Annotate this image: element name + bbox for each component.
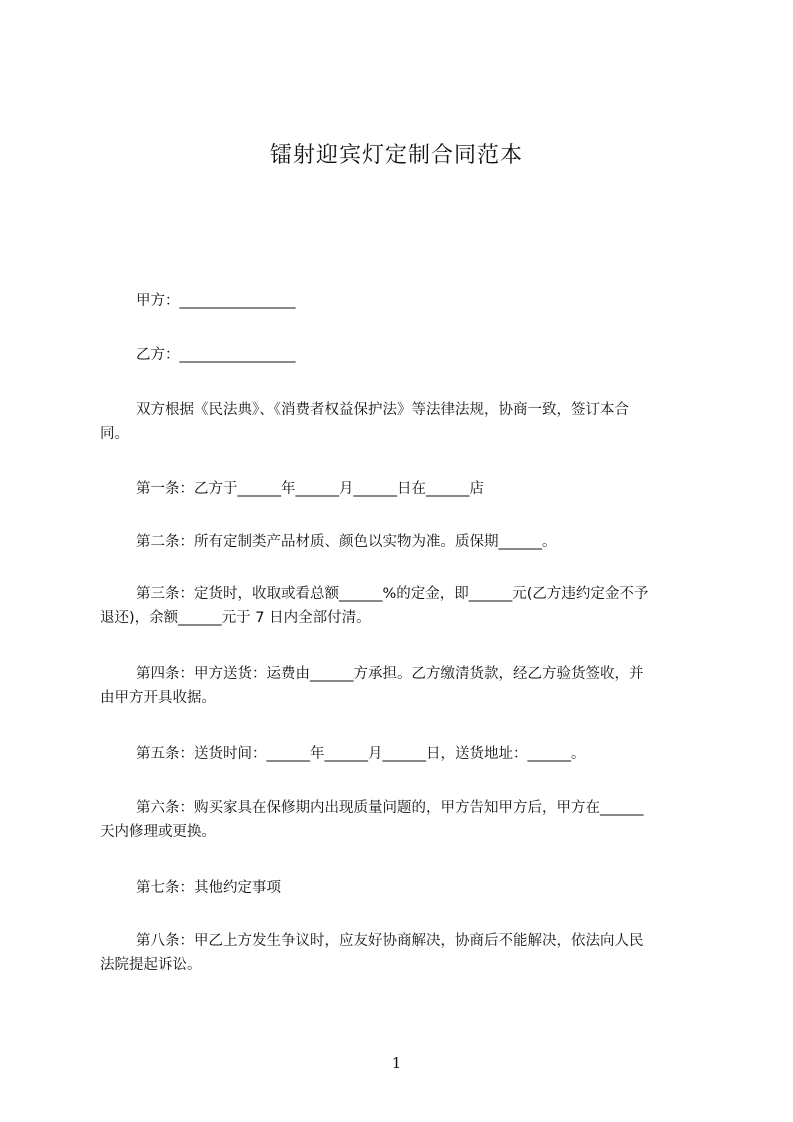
- preamble-line-2: 同。: [100, 426, 129, 442]
- preamble-paragraph: [100, 398, 704, 446]
- document-title: 镭射迎宾灯定制合同范本: [269, 143, 523, 168]
- article-3-line-1: 第三条：定货时，收取或看总额______%的定金，即______元(乙方违约定金不予: [136, 586, 649, 602]
- article-1: [100, 477, 704, 501]
- article-5-line-1: 第五条：送货时间：______年______月______日，送货地址：______。: [136, 746, 586, 762]
- article-6: [100, 796, 704, 844]
- article-8-line-2: 法院提起诉讼。: [100, 957, 202, 973]
- page-number: 1: [391, 1054, 402, 1072]
- article-3: [100, 582, 704, 630]
- article-7-line-1: 第七条：其他约定事项: [136, 880, 281, 896]
- article-6-line-1: 第六条：购买家具在保修期内出现质量问题的，甲方告知甲方后，甲方在______: [136, 800, 644, 816]
- preamble-line-1: 双方根据《民法典》、《消费者权益保护法》等法律法规，协商一致，签订本合: [136, 402, 629, 418]
- article-8: [100, 929, 704, 977]
- article-4-line-1: 第四条：甲方送货：运费由______方承担。乙方缴清货款，经乙方验货签收，并: [136, 666, 644, 682]
- article-2-line-1: 第二条：所有定制类产品材质、颜色以实物为准。质保期______。: [136, 534, 557, 550]
- party-a-line: 甲方：________________: [136, 293, 296, 309]
- article-4: [100, 662, 704, 710]
- article-7: [100, 876, 704, 900]
- article-2: [100, 530, 704, 554]
- article-5: [100, 742, 704, 766]
- article-8-line-1: 第八条：甲乙上方发生争议时，应友好协商解决，协商后不能解决，依法向人民: [136, 933, 644, 949]
- article-1-line-1: 第一条：乙方于______年______月______日在______店: [136, 481, 484, 497]
- article-3-line-2: 退还)，余额______元于 7 日内全部付清。: [100, 610, 371, 626]
- article-6-line-2: 天内修理或更换。: [100, 824, 216, 840]
- party-b-line: 乙方：________________: [136, 347, 296, 363]
- article-4-line-2: 由甲方开具收据。: [100, 690, 216, 706]
